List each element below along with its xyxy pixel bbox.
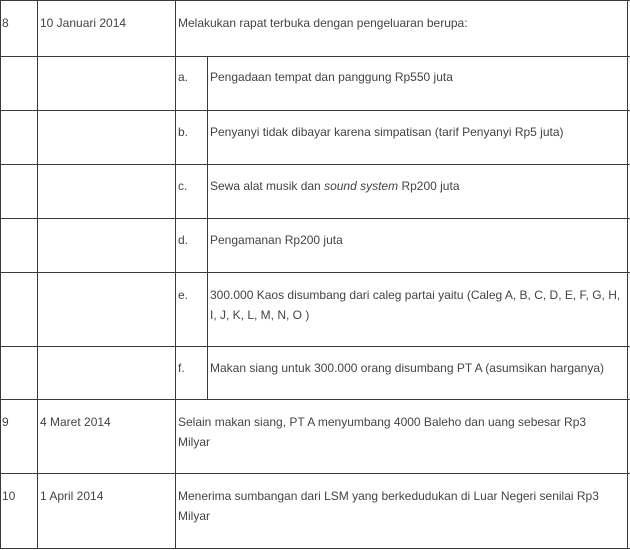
table-border-right bbox=[627, 0, 628, 549]
row-description: Selain makan siang, PT A menyumbang 4000 Baleho dan uang sebesar Rp3 Milyar bbox=[178, 415, 587, 449]
subitem-letter: a. bbox=[178, 70, 189, 84]
row-date: 4 Maret 2014 bbox=[40, 415, 111, 429]
row-description: Menerima sumbangan dari LSM yang berkedudukan di Luar Negeri senilai Rp3 Milyar bbox=[178, 489, 599, 523]
row-divider bbox=[0, 110, 630, 111]
row-number: 10 bbox=[2, 489, 16, 503]
subitem-text-part: Rp200 juta bbox=[398, 179, 460, 193]
row-divider bbox=[0, 56, 630, 57]
column-divider bbox=[37, 0, 38, 549]
row-divider bbox=[0, 164, 630, 165]
row-divider bbox=[0, 346, 630, 347]
row-number: 8 bbox=[2, 16, 9, 30]
row-divider bbox=[0, 272, 630, 273]
row-divider bbox=[0, 218, 630, 219]
table-border-top bbox=[0, 0, 630, 1]
subitem-text: 300.000 Kaos disumbang dari caleg partai yaitu (Caleg A, B, C, D, E, F, G, H, I, J, K, L, M, N, O ) bbox=[210, 288, 621, 322]
row-date: 10 Januari 2014 bbox=[40, 16, 127, 30]
subitem-letter: f. bbox=[178, 361, 185, 375]
row-date: 1 April 2014 bbox=[40, 489, 104, 503]
row-divider bbox=[0, 473, 630, 474]
subitem-text-italic: sound system bbox=[324, 179, 399, 193]
subitem-text: Pengadaan tempat dan panggung Rp550 juta bbox=[210, 70, 453, 84]
subitem-text bbox=[210, 176, 460, 196]
subitem-text-part: Sewa alat musik dan bbox=[210, 179, 325, 193]
subitem-letter: b. bbox=[178, 125, 189, 139]
row-number: 9 bbox=[2, 415, 9, 429]
table-border-bottom bbox=[0, 548, 630, 549]
column-divider bbox=[175, 0, 176, 549]
column-divider bbox=[207, 56, 208, 399]
subitem-letter: d. bbox=[178, 233, 189, 247]
row-description: Melakukan rapat terbuka dengan pengeluaran berupa: bbox=[178, 16, 468, 30]
subitem-text: Makan siang untuk 300.000 orang disumbang PT A (asumsikan harganya) bbox=[210, 361, 605, 375]
subitem-text: Penyanyi tidak dibayar karena simpatisan (tarif Penyanyi Rp5 juta) bbox=[210, 125, 564, 139]
table-border-left bbox=[0, 0, 1, 549]
subitem-letter: e. bbox=[178, 288, 189, 302]
subitem-letter: c. bbox=[178, 179, 188, 193]
row-divider bbox=[0, 399, 630, 400]
subitem-text: Pengamanan Rp200 juta bbox=[210, 233, 343, 247]
